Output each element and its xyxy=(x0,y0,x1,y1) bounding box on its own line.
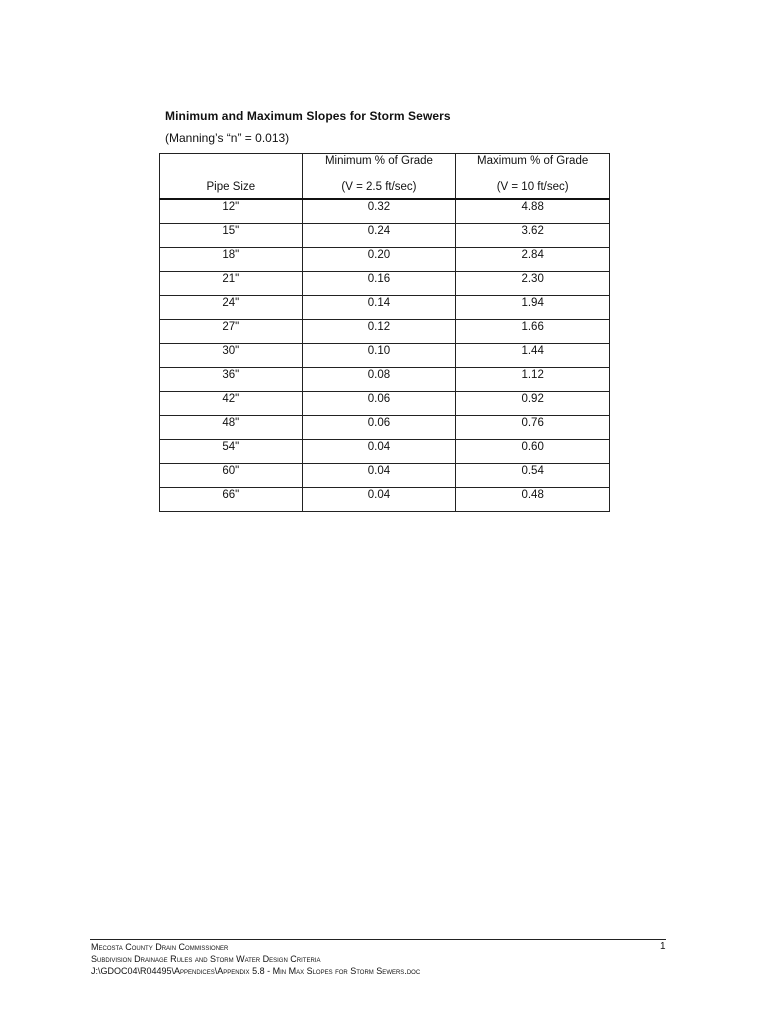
header-minimum-grade: Minimum % of Grade (V = 2.5 ft/sec) xyxy=(302,154,456,200)
cell-maximum-grade: 1.94 xyxy=(456,296,610,320)
cell-pipe-size: 54" xyxy=(160,440,303,464)
cell-minimum-grade: 0.06 xyxy=(302,416,456,440)
cell-maximum-grade: 4.88 xyxy=(456,199,610,224)
page-number: 1 xyxy=(660,941,666,952)
table-row xyxy=(160,320,610,344)
page-footer xyxy=(91,941,420,977)
footer-divider xyxy=(90,939,666,940)
cell-pipe-size: 18" xyxy=(160,248,303,272)
table-row xyxy=(160,296,610,320)
table-row xyxy=(160,368,610,392)
table-row xyxy=(160,440,610,464)
table-row xyxy=(160,344,610,368)
slopes-table xyxy=(159,153,610,512)
cell-pipe-size: 66" xyxy=(160,488,303,512)
cell-maximum-grade: 0.54 xyxy=(456,464,610,488)
cell-minimum-grade: 0.14 xyxy=(302,296,456,320)
table-row xyxy=(160,272,610,296)
cell-maximum-grade: 3.62 xyxy=(456,224,610,248)
footer-document-title: Subdivision Drainage Rules and Storm Water Design Criteria xyxy=(91,954,321,964)
cell-pipe-size: 21" xyxy=(160,272,303,296)
table-row xyxy=(160,199,610,224)
cell-minimum-grade: 0.10 xyxy=(302,344,456,368)
cell-maximum-grade: 1.44 xyxy=(456,344,610,368)
table-row xyxy=(160,248,610,272)
cell-maximum-grade: 0.60 xyxy=(456,440,610,464)
cell-maximum-grade: 0.76 xyxy=(456,416,610,440)
table-row xyxy=(160,416,610,440)
cell-pipe-size: 36" xyxy=(160,368,303,392)
cell-pipe-size: 12" xyxy=(160,199,303,224)
table-row xyxy=(160,224,610,248)
cell-minimum-grade: 0.12 xyxy=(302,320,456,344)
cell-maximum-grade: 0.48 xyxy=(456,488,610,512)
footer-file-path: J:\GDOC04\R04495\Appendices\Appendix 5.8 - Min Max Slopes for Storm Sewers.doc xyxy=(91,966,421,976)
cell-minimum-grade: 0.32 xyxy=(302,199,456,224)
table-row xyxy=(160,464,610,488)
cell-minimum-grade: 0.16 xyxy=(302,272,456,296)
cell-maximum-grade: 2.84 xyxy=(456,248,610,272)
footer-organization: Mecosta County Drain Commissioner xyxy=(91,942,229,952)
cell-minimum-grade: 0.04 xyxy=(302,440,456,464)
cell-maximum-grade: 2.30 xyxy=(456,272,610,296)
table-header-row xyxy=(160,154,610,200)
cell-minimum-grade: 0.04 xyxy=(302,488,456,512)
page-title: Minimum and Maximum Slopes for Storm Sewers xyxy=(165,109,451,123)
cell-pipe-size: 60" xyxy=(160,464,303,488)
cell-minimum-grade: 0.08 xyxy=(302,368,456,392)
cell-minimum-grade: 0.20 xyxy=(302,248,456,272)
mannings-n-note: (Manning’s “n” = 0.013) xyxy=(165,131,290,145)
cell-pipe-size: 15" xyxy=(160,224,303,248)
cell-pipe-size: 42" xyxy=(160,392,303,416)
cell-pipe-size: 48" xyxy=(160,416,303,440)
cell-minimum-grade: 0.24 xyxy=(302,224,456,248)
table-row xyxy=(160,392,610,416)
header-maximum-grade: Maximum % of Grade (V = 10 ft/sec) xyxy=(456,154,610,200)
table-row xyxy=(160,488,610,512)
header-pipe-size: Pipe Size xyxy=(160,154,303,200)
cell-pipe-size: 27" xyxy=(160,320,303,344)
cell-minimum-grade: 0.04 xyxy=(302,464,456,488)
cell-minimum-grade: 0.06 xyxy=(302,392,456,416)
cell-maximum-grade: 1.12 xyxy=(456,368,610,392)
cell-maximum-grade: 1.66 xyxy=(456,320,610,344)
cell-maximum-grade: 0.92 xyxy=(456,392,610,416)
cell-pipe-size: 24" xyxy=(160,296,303,320)
cell-pipe-size: 30" xyxy=(160,344,303,368)
